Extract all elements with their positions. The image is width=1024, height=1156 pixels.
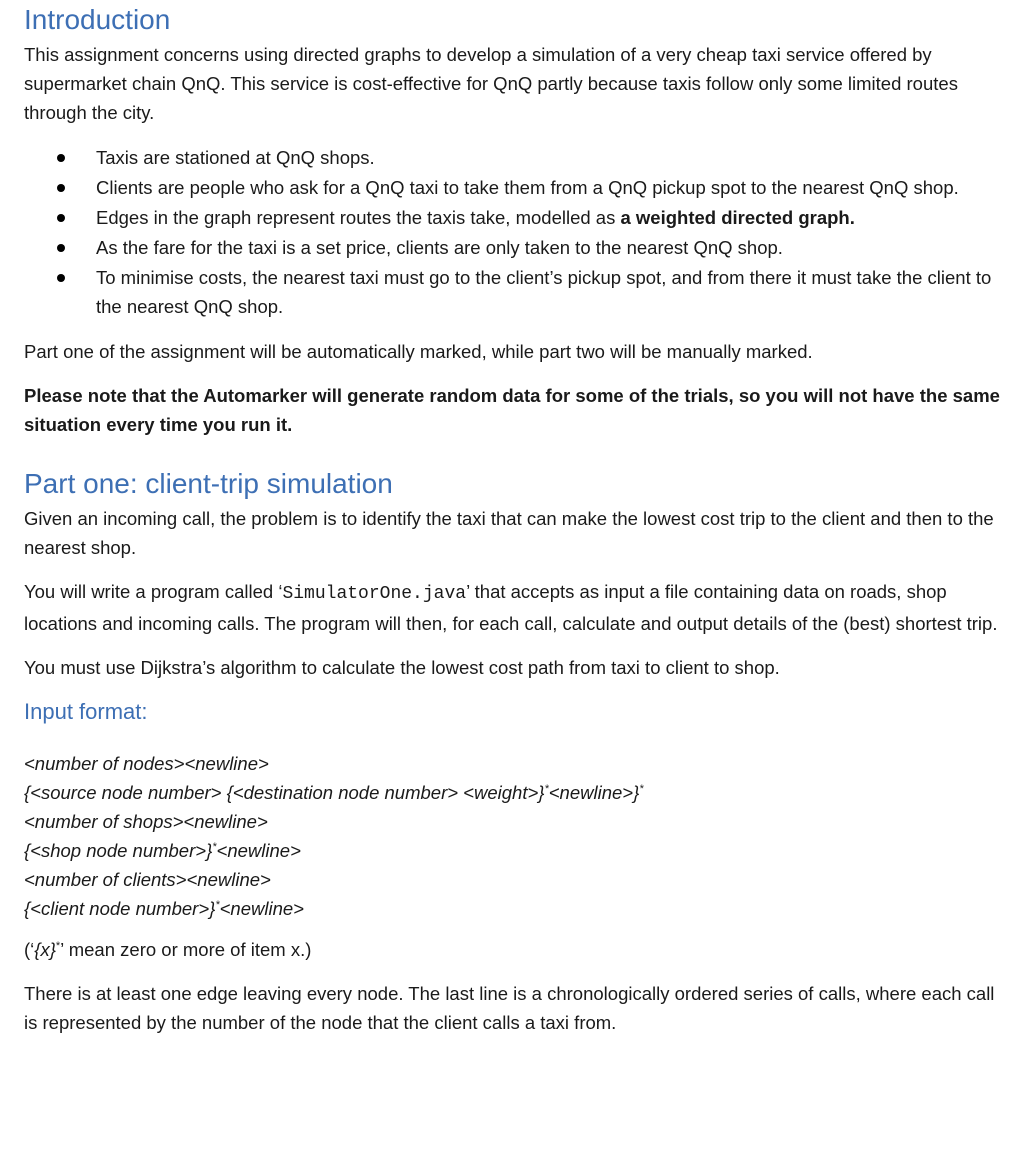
- closing-paragraph: There is at least one edge leaving every node. The last line is a chronologically ordered series of calls, where each call is represented by the number of the node that the client calls a taxi from.: [24, 983, 995, 1033]
- marking-paragraph: Part one of the assignment will be automatically marked, while part two will be manually marked.: [24, 341, 813, 362]
- bullet-item: To minimise costs, the nearest taxi must go to the client’s pickup spot, and from there it must take the client to the nearest QnQ shop.: [24, 263, 1002, 321]
- program-filename: SimulatorOne.java: [282, 584, 467, 604]
- bullet-icon: [57, 184, 65, 192]
- bullet-icon: [57, 274, 65, 282]
- format-line: <number of clients><newline>: [24, 869, 271, 890]
- format-line: <number of shops><newline>: [24, 811, 268, 832]
- part-one-paragraph-2: You will write a program called ‘SimulatorOne.java’ that accepts as input a file containing data on roads, shop locations and incoming calls. The program will then, for each call, calculate and output details of the (best) shortest trip.: [24, 581, 998, 634]
- bullet-item: Edges in the graph represent routes the taxis take, modelled as a weighted directed graph.: [24, 203, 1002, 232]
- notation-note: (‘{x}*’ mean zero or more of item x.): [24, 939, 312, 960]
- format-line: {<shop node number>}*<newline>: [24, 840, 301, 861]
- bullet-icon: [57, 154, 65, 162]
- part-one-heading: Part one: client-trip simulation: [24, 468, 393, 499]
- bullet-icon: [57, 214, 65, 222]
- automarker-note: Please note that the Automarker will generate random data for some of the trials, so you will not have the same situation every time you run it.: [24, 385, 1000, 435]
- part-one-paragraph-3: You must use Dijkstra’s algorithm to calculate the lowest cost path from taxi to client to shop.: [24, 657, 780, 678]
- bullet-item: Taxis are stationed at QnQ shops.: [24, 143, 1002, 172]
- format-line: <number of nodes><newline>: [24, 753, 269, 774]
- bullet-icon: [57, 244, 65, 252]
- format-line: {<client node number>}*<newline>: [24, 898, 304, 919]
- bullet-item: Clients are people who ask for a QnQ taxi to take them from a QnQ pickup spot to the nearest QnQ shop.: [24, 173, 1002, 202]
- format-line: {<source node number> {<destination node number> <weight>}*<newline>}*: [24, 782, 644, 803]
- document-page: [24, 0, 1002, 1052]
- input-format-heading: Input format:: [24, 699, 148, 724]
- bullet-item: As the fare for the taxi is a set price, clients are only taken to the nearest QnQ shop.: [24, 233, 1002, 262]
- intro-paragraph: This assignment concerns using directed graphs to develop a simulation of a very cheap taxi service offered by supermarket chain QnQ. This service is cost-effective for QnQ partly because taxis follow only some limited routes through the city.: [24, 44, 958, 123]
- intro-bullet-list: [24, 143, 1002, 321]
- part-one-paragraph-1: Given an incoming call, the problem is to identify the taxi that can make the lowest cost trip to the client and then to the nearest shop.: [24, 508, 994, 558]
- introduction-heading: Introduction: [24, 4, 171, 35]
- input-format-spec: [24, 749, 1002, 923]
